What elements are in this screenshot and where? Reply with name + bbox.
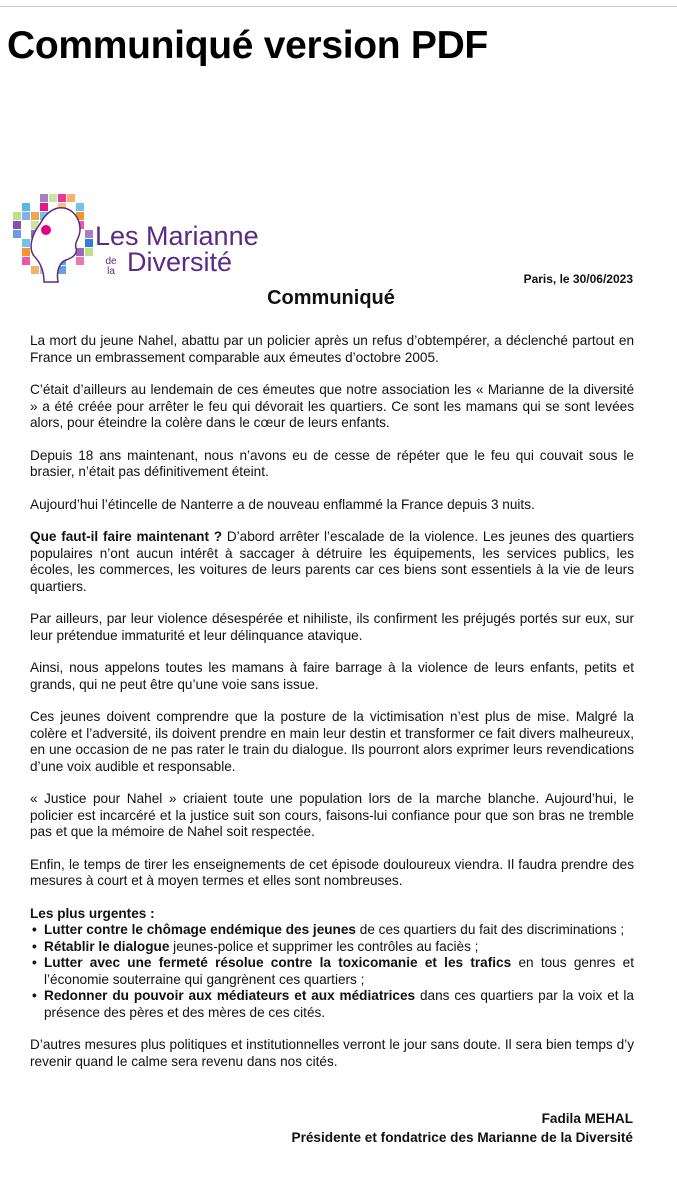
mosaic-tile	[31, 266, 39, 274]
mosaic-tile	[22, 203, 30, 211]
list-item-bold: Lutter avec une fermeté résolue contre la toxicomanie et les trafics	[44, 955, 512, 970]
mosaic-tile	[13, 230, 21, 238]
list-item	[30, 922, 634, 939]
mosaic-tile	[22, 257, 30, 265]
mosaic-tile	[85, 248, 93, 256]
mosaic-tile	[58, 194, 66, 202]
list-item-bold: Redonner du pouvoir aux médiateurs et aux médiatrices	[44, 988, 416, 1003]
mosaic-tile	[85, 239, 93, 247]
paragraph: C’était d’ailleurs au lendemain de ces émeutes que notre association les « Marianne de la diversité » a été créée pour arrêter le feu qui dévorait les quartiers. Ce sont les mamans qui se sont levées alors, pour éteindre la colère dans le cœur de leurs enfants.	[30, 382, 634, 430]
mosaic-tile	[22, 248, 30, 256]
paragraph: La mort du jeune Nahel, abattu par un policier après un refus d’obtempérer, a déclenché partout en France un embrassement comparable aux émeutes d’octobre 2005.	[30, 333, 634, 365]
document-heading: Communiqué	[267, 287, 395, 309]
mosaic-tile	[40, 203, 48, 211]
mosaic-tile	[76, 257, 84, 265]
logo-text-la: la	[107, 266, 115, 277]
mosaic-tile	[31, 212, 39, 220]
cockade-icon	[40, 224, 52, 236]
mosaic-tile	[49, 194, 57, 202]
mosaic-tile	[40, 194, 48, 202]
list-item	[30, 988, 634, 1021]
mosaic-tile	[22, 212, 30, 220]
list-heading: Les plus urgentes :	[30, 905, 155, 921]
paragraph: « Justice pour Nahel » criaient toute une population lors de la marche blanche. Aujourd’hui, le policier est incarcéré et la justice suit son cours, faisons-lui confiance pour que son bras ne tremble pas et que la mémoire de Nahel soit respectée.	[30, 791, 634, 839]
list-item-text: jeunes-police et supprimer les contrôles au faciès ;	[169, 938, 479, 954]
list-item-text: dans ces quartiers par la voix et la présence des pères et des mères de ces cités.	[44, 988, 634, 1020]
paragraph-question	[30, 529, 634, 595]
document-date: Paris, le 30/06/2023	[523, 272, 633, 286]
logo-text-les-marianne: Les Marianne	[95, 221, 259, 251]
logo-text-diversite: Diversité	[127, 247, 233, 277]
list-item-text: en tous genres et l’économie souterraine qui gangrènent ces quartiers ;	[44, 955, 635, 987]
signature-title: Présidente et fondatrice des Marianne de la Diversité	[291, 1130, 633, 1145]
mosaic-tile	[76, 248, 84, 256]
paragraph: Ainsi, nous appelons toutes les mamans à faire barrage à la violence de leurs enfants, petits et grands, qui ne peut être qu’une voie sans issue.	[30, 660, 634, 692]
paragraph: Enfin, le temps de tirer les enseignements de cet épisode douloureux viendra. Il faudra prendre des mesures à court et à moyen termes et elles sont nombreuses.	[30, 856, 634, 888]
mosaic-tile	[13, 212, 21, 220]
mosaic-tile	[13, 221, 21, 229]
signature-block	[292, 1109, 633, 1147]
question-bold: Que faut-il faire maintenant ?	[30, 529, 223, 544]
list-item	[30, 939, 634, 956]
list-item-text: de ces quartiers du fait des discriminations ;	[355, 922, 625, 937]
mosaic-tile	[67, 194, 75, 202]
question-rest: D’abord arrêter l’escalade de la violence. Les jeunes des quartiers populaires n’ont aucun intérêt à saccager à détruire les équipements, les services publics, les écoles, les commerces, les voitures de leurs parents car ces biens sont essentiels à la vie de leurs quartiers.	[30, 529, 634, 594]
closing-paragraph: D’autres mesures plus politiques et institutionnelles verront le jour sans doute. Il sera bien temps d’y revenir quand le calme sera revenu dans nos cités.	[30, 1037, 634, 1069]
paragraph: Aujourd’hui l’étincelle de Nanterre a de nouveau enflammé la France depuis 3 nuits.	[30, 496, 535, 512]
logo-text-de: de	[105, 256, 117, 267]
top-divider	[0, 6, 677, 7]
list-item-bold: Lutter contre le chômage endémique des jeunes	[44, 922, 356, 937]
list-item-bold: Rétablir le dialogue	[44, 938, 170, 954]
mosaic-tile	[85, 230, 93, 238]
urgent-measures-list	[30, 922, 634, 1021]
document-body	[30, 333, 634, 1086]
mosaic-tile	[76, 203, 84, 211]
page-title: Communiqué version PDF	[7, 24, 488, 67]
paragraph: Par ailleurs, par leur violence désespérée et nihiliste, ils confirment les préjugés portés sur eux, sur leur prétendue immaturité et leur délinquance atavique.	[30, 611, 634, 643]
paragraph: Depuis 18 ans maintenant, nous n’avons eu de cesse de répéter que le feu qui couvait sous le brasier, n’était pas définitivement éteint.	[30, 447, 634, 479]
signature-name: Fadila MEHAL	[541, 1111, 633, 1126]
list-item	[30, 955, 634, 988]
paragraph: Ces jeunes doivent comprendre que la posture de la victimisation n’est plus de mise. Malgré la colère et l’adversité, ils doivent prendre en main leur destin et transformer ce fait divers malheureux, en une occasion de ne pas rater le train du dialogue. Ils pourront alors exprimer leurs revendications d’une voix audible et responsable.	[30, 709, 634, 774]
logo-text-de-la	[96, 257, 126, 277]
mosaic-tile	[22, 239, 30, 247]
